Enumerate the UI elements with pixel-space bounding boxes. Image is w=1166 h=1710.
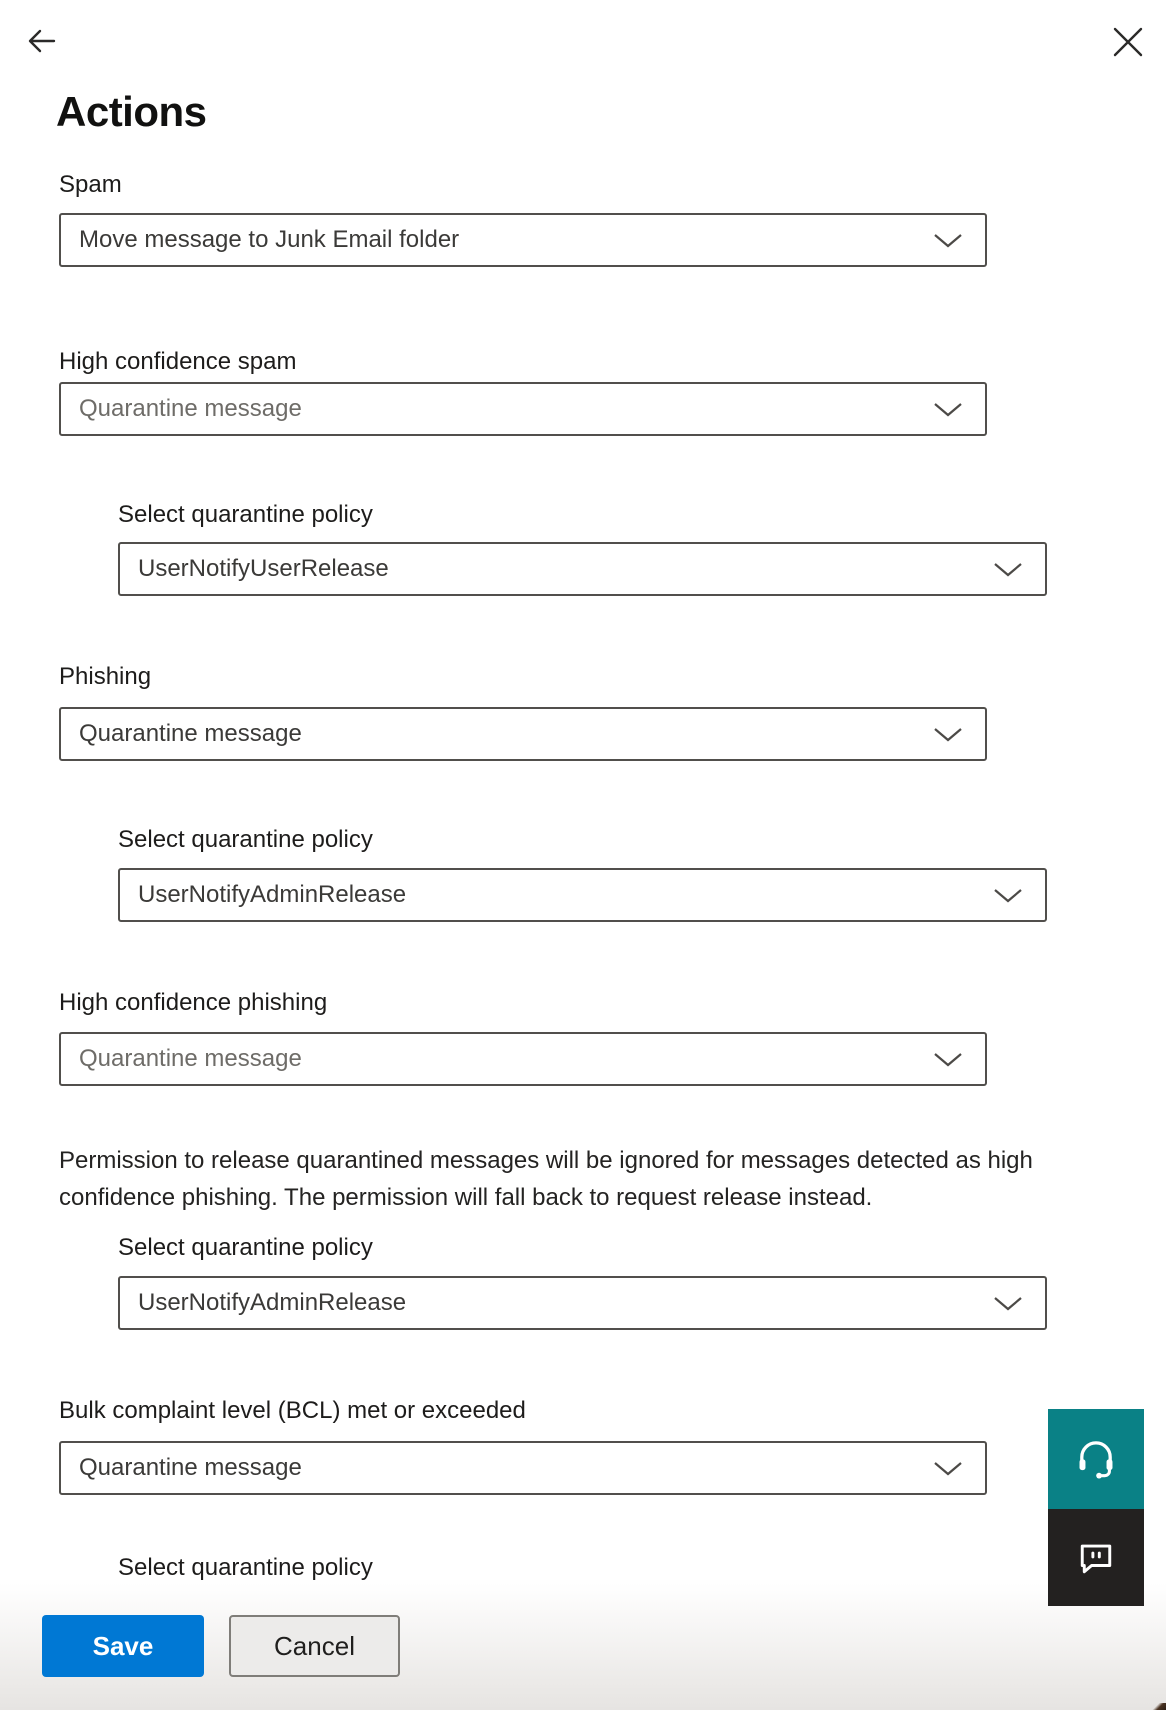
chevron-down-icon: [993, 562, 1023, 577]
hcp-permission-note: Permission to release quarantined messages will be ignored for messages detected as high confidence phishing. The permission will fall back to request release instead.: [59, 1147, 1033, 1211]
feedback-button[interactable]: [1048, 1509, 1144, 1606]
save-button[interactable]: Save: [42, 1615, 204, 1677]
help-support-button[interactable]: [1048, 1409, 1144, 1509]
hcp-quarantine-policy-dropdown[interactable]: [118, 1276, 1047, 1330]
chevron-down-icon: [933, 727, 963, 742]
hcs-quarantine-policy-label: Select quarantine policy: [118, 501, 373, 528]
dropdown-value: UserNotifyAdminRelease: [138, 881, 407, 908]
high-confidence-spam-action-dropdown[interactable]: [59, 382, 987, 436]
chevron-down-icon: [993, 1296, 1023, 1311]
phishing-quarantine-policy-label: Select quarantine policy: [118, 826, 373, 853]
dropdown-value: UserNotifyUserRelease: [138, 555, 389, 582]
chevron-down-icon: [933, 1052, 963, 1067]
bcl-label: Bulk complaint level (BCL) met or exceeded: [59, 1397, 526, 1424]
headset-icon: [1073, 1436, 1119, 1482]
phishing-label: Phishing: [59, 663, 152, 690]
back-button[interactable]: [22, 21, 62, 61]
hcs-quarantine-policy-dropdown[interactable]: [118, 542, 1047, 596]
hcp-quarantine-policy-label: Select quarantine policy: [118, 1234, 373, 1261]
chevron-down-icon: [933, 402, 963, 417]
chevron-down-icon: [933, 1461, 963, 1476]
chevron-down-icon: [993, 888, 1023, 903]
dropdown-value: UserNotifyAdminRelease: [138, 1289, 407, 1316]
dropdown-value: Quarantine message: [79, 720, 302, 747]
high-confidence-phishing-action-dropdown[interactable]: [59, 1032, 987, 1086]
cursor-artifact: [1150, 1703, 1166, 1710]
spam-action-dropdown[interactable]: [59, 213, 987, 267]
dropdown-value: Quarantine message: [79, 1454, 302, 1481]
bcl-quarantine-policy-label: Select quarantine policy: [118, 1554, 373, 1581]
close-icon: [1111, 25, 1145, 59]
chat-bubble-icon: [1074, 1536, 1118, 1580]
bcl-action-dropdown[interactable]: [59, 1441, 987, 1495]
arrow-left-icon: [24, 23, 60, 59]
panel-footer: [0, 1583, 1166, 1710]
chevron-down-icon: [933, 233, 963, 248]
phishing-quarantine-policy-dropdown[interactable]: [118, 868, 1047, 922]
cancel-button[interactable]: Cancel: [229, 1615, 400, 1677]
page-title: Actions: [56, 88, 207, 135]
close-button[interactable]: [1108, 22, 1148, 62]
dropdown-value: Move message to Junk Email folder: [79, 226, 460, 253]
high-confidence-spam-label: High confidence spam: [59, 348, 297, 375]
dropdown-value: Quarantine message: [79, 395, 302, 422]
spam-label: Spam: [59, 171, 122, 198]
high-confidence-phishing-label: High confidence phishing: [59, 989, 328, 1016]
dropdown-value: Quarantine message: [79, 1045, 302, 1072]
phishing-action-dropdown[interactable]: [59, 707, 987, 761]
